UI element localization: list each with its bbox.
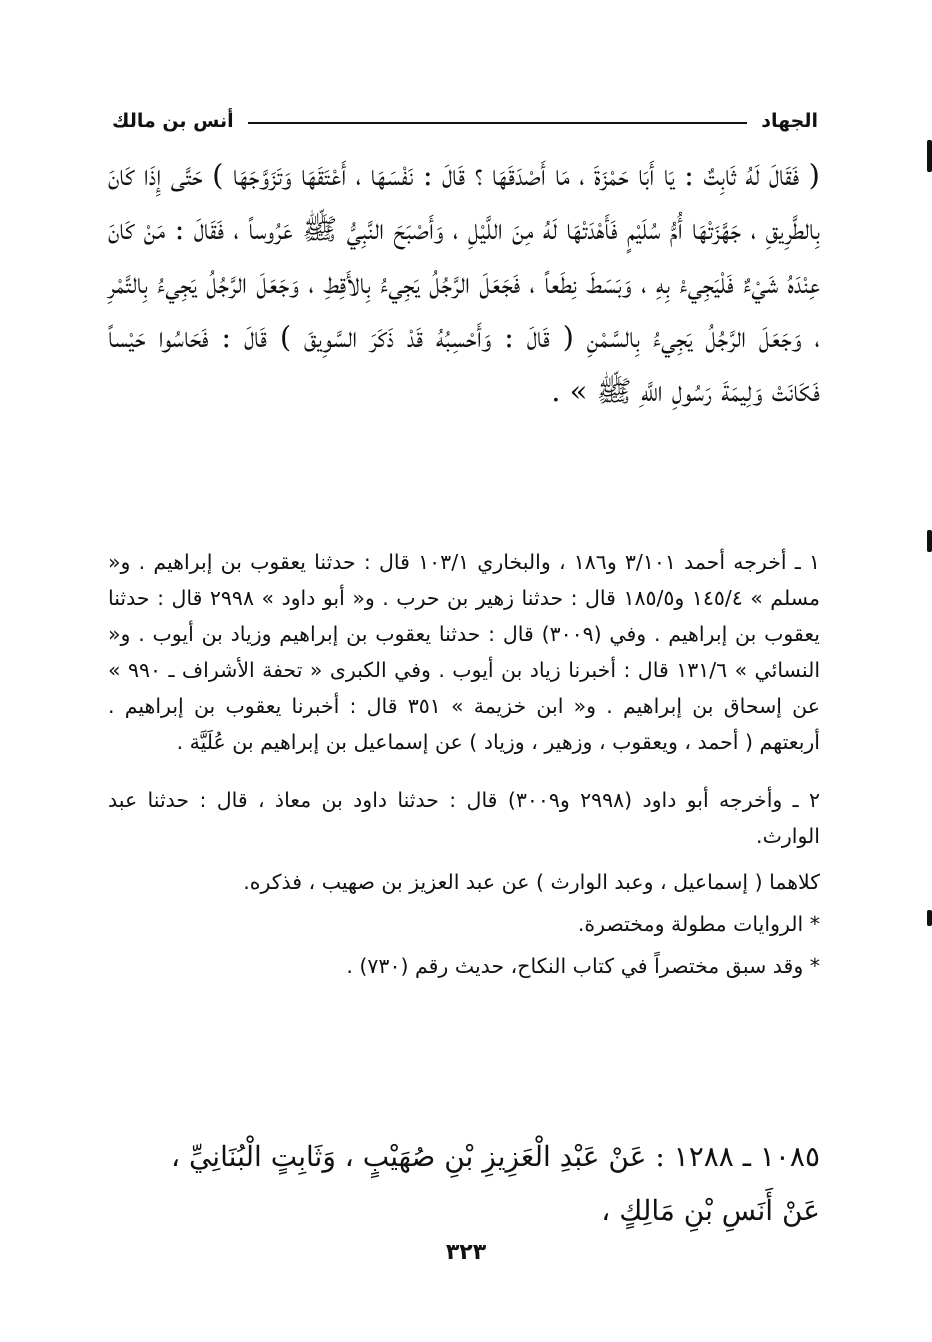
- takhrij-section: [108, 544, 820, 984]
- next-hadith-line-1: ١٠٨٥ ـ ١٢٨٨ : عَنْ عَبْدِ الْعَزِيزِ بْنِ صُهَيْبٍ ، وَثَابِتٍ الْبُنَانِيِّ ،: [171, 1140, 820, 1173]
- narrator-title: أنس بن مالك: [112, 110, 234, 132]
- takhrij-note-2: * وقد سبق مختصراً في كتاب النكاح، حديث رقم (٧٣٠) .: [346, 954, 820, 978]
- scan-mark: [927, 140, 932, 172]
- page-number: ٣٢٣: [445, 1240, 487, 1265]
- takhrij-paragraph-2: ٢ ـ وأخرجه أبو داود (٢٩٩٨ و٣٠٠٩) قال : حدثنا داود بن معاذ ، قال : حدثنا عبد الوارث.: [108, 788, 820, 848]
- takhrij-paragraph-3: كلاهما ( إسماعيل ، وعبد الوارث ) عن عبد العزيز بن صهيب ، فذكره.: [243, 870, 820, 894]
- next-hadith-line-2: عَنْ أَنَسِ بْنِ مَالِكٍ ،: [601, 1194, 820, 1227]
- hadith-text-block: [108, 148, 820, 418]
- next-hadith-heading: [108, 1130, 820, 1238]
- takhrij-paragraph-1: ١ ـ أخرجه أحمد ٣/١٠١ و١٨٦ ، والبخاري ١٠٣/١ قال : حدثنا يعقوب بن إبراهيم . و« مسلم » ١٤٥/٤ و١٨٥/٥ قال : حدثنا زهير بن حرب . و« أبو داود » ٢٩٩٨ قال : حدثنا يعقوب بن إبراهيم . وفي (٣٠٠٩) قال : حدثنا يعقوب بن إبراهيم وزياد بن أيوب . و« النسائي » ١٣١/٦ قال : أخبرنا زياد بن أيوب . وفي الكبرى « تحفة الأشراف ـ ٩٩٠ » عن إسحاق بن إبراهيم . و« ابن خزيمة » ٣٥١ قال : أخبرنا يعقوب بن إبراهيم . أربعتهم ( أحمد ، ويعقوب ، وزهير ، وزياد ) عن إسماعيل بن إبراهيم بن عُلَيَّة .: [108, 550, 821, 754]
- chapter-title: الجهاد: [761, 110, 818, 132]
- takhrij-note-1: * الروايات مطولة ومختصرة.: [577, 912, 820, 936]
- scan-mark: [927, 910, 932, 926]
- hadith-text: ( فَقَالَ لَهُ ثَابِتٌ : يَا أَبَا حَمْزَةَ ، مَا أَصْدَقَهَا ؟ قَالَ : نَفْسَهَا ، أَعْتَقَهَا وَتَزَوَّجَهَا ) حَتَّى إِذَا كَانَ بِالطَّرِيقِ ، جَهَّزَتْهَا أُمُّ سُلَيْمٍ فَأَهْدَتْهَا لَهُ مِنَ اللَّيْلِ ، وَأَصْبَحَ النَّبِيُّ ﷺ عَرُوساً ، فَقَالَ : مَنْ كَانَ عِنْدَهُ شَيْءٌ فَلْيَجِيءْ بِهِ ، وَبَسَطَ نِطَعاً ، فَجَعَلَ الرَّجُلُ يَجِيءُ بِالأَقِطِ ، وَجَعَلَ الرَّجُلُ يَجِيءُ بِالتَّمْرِ ، وَجَعَلَ الرَّجُلُ يَجِيءُ بِالسَّمْنِ ( قَالَ : وَأَحْسِبُهُ قَدْ ذَكَرَ السَّوِيقَ ) قَالَ : فَحَاسُوا حَيْساً فَكَانَتْ وَلِيمَةَ رَسُولِ اللَّهِ ﷺ » .: [108, 158, 820, 408]
- scan-mark: [927, 530, 932, 552]
- header-rule: [248, 122, 748, 124]
- running-header: [112, 104, 818, 138]
